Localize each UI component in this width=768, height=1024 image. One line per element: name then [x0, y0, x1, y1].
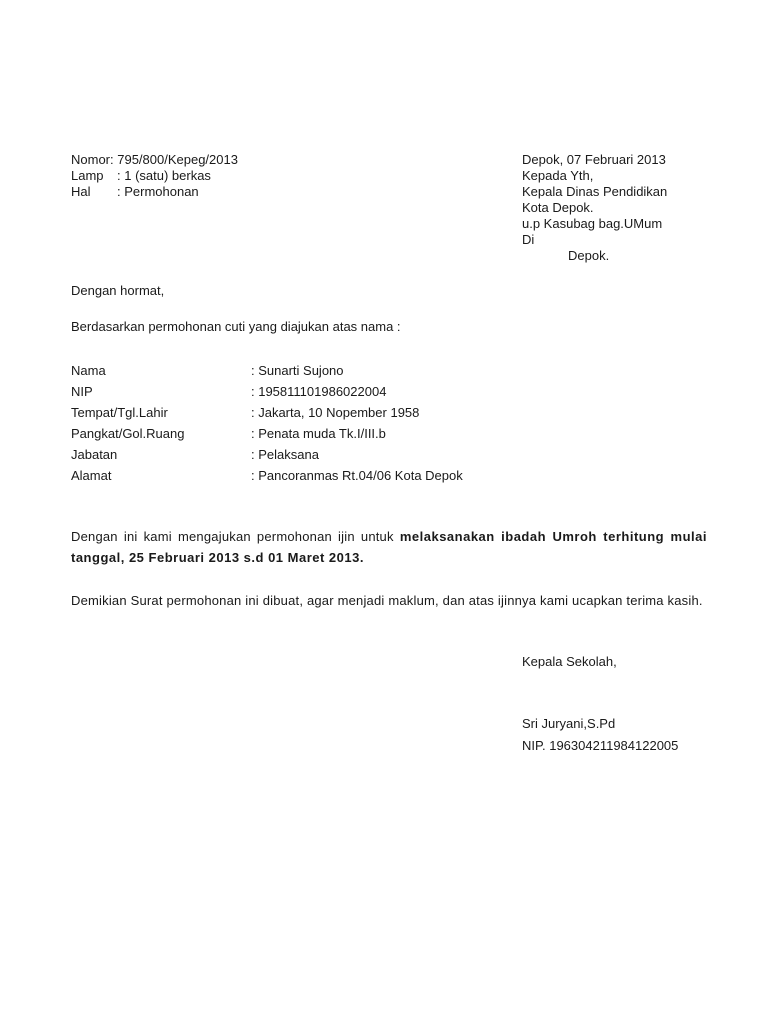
- biodata-row: [71, 360, 463, 381]
- biodata-label: Nama: [71, 363, 106, 378]
- closing-paragraph: Demikian Surat permohonan ini dibuat, agar menjadi maklum, dan atas ijinnya kami ucapkan terima kasih.: [71, 593, 703, 608]
- request-paragraph: [71, 526, 707, 568]
- nomor-line: [71, 152, 238, 168]
- recipient-line-3: Kota Depok.: [522, 200, 594, 215]
- biodata-value: : Jakarta, 10 Nopember 1958: [251, 405, 420, 420]
- biodata-label: Pangkat/Gol.Ruang: [71, 426, 185, 441]
- biodata-row: [71, 402, 463, 423]
- biodata-value: : Sunarti Sujono: [251, 363, 344, 378]
- biodata-table: [71, 360, 463, 486]
- lamp-label: Lamp: [71, 168, 104, 183]
- biodata-value: : Pancoranmas Rt.04/06 Kota Depok: [251, 468, 463, 483]
- lamp-value: : 1 (satu) berkas: [117, 168, 211, 183]
- recipient-line-5: Di: [522, 232, 535, 247]
- biodata-value: : Penata muda Tk.I/III.b: [251, 426, 386, 441]
- salutation: Dengan hormat,: [71, 283, 165, 298]
- signatory-title: Kepala Sekolah,: [522, 654, 617, 669]
- signatory-nip: NIP. 196304211984122005: [522, 738, 679, 753]
- biodata-label: Jabatan: [71, 447, 118, 462]
- recipient-block: [522, 152, 667, 264]
- biodata-row: [71, 465, 463, 486]
- biodata-label: Alamat: [71, 468, 112, 483]
- biodata-row: [71, 423, 463, 444]
- letter-reference: [71, 152, 238, 200]
- request-emphasis: melaksanakan ibadah Umroh terhitung mulai tanggal, 25 Februari 2013 s.d 01 Maret 2013.: [71, 529, 707, 565]
- recipient-line-2: Kepala Dinas Pendidikan: [522, 184, 668, 199]
- signatory-name: Sri Juryani,S.Pd: [522, 716, 616, 731]
- biodata-label: Tempat/Tgl.Lahir: [71, 405, 168, 420]
- intro-sentence: Berdasarkan permohonan cuti yang diajukan atas nama :: [71, 319, 401, 334]
- biodata-row: [71, 444, 463, 465]
- biodata-row: [71, 381, 463, 402]
- request-text: Dengan ini kami mengajukan permohonan ijin untuk: [71, 529, 400, 544]
- biodata-label: NIP: [71, 384, 93, 399]
- biodata-value: : 195811101986022004: [251, 384, 387, 399]
- hal-value: : Permohonan: [117, 184, 199, 199]
- lamp-line: [71, 168, 238, 184]
- recipient-line-1: Kepada Yth,: [522, 168, 594, 183]
- nomor-text: Nomor: 795/800/Kepeg/2013: [71, 152, 238, 167]
- hal-line: [71, 184, 238, 200]
- biodata-value: : Pelaksana: [251, 447, 319, 462]
- recipient-line-6: Depok.: [568, 248, 610, 263]
- hal-label: Hal: [71, 184, 91, 199]
- letter-date: Depok, 07 Februari 2013: [522, 152, 666, 167]
- recipient-line-4: u.p Kasubag bag.UMum: [522, 216, 663, 231]
